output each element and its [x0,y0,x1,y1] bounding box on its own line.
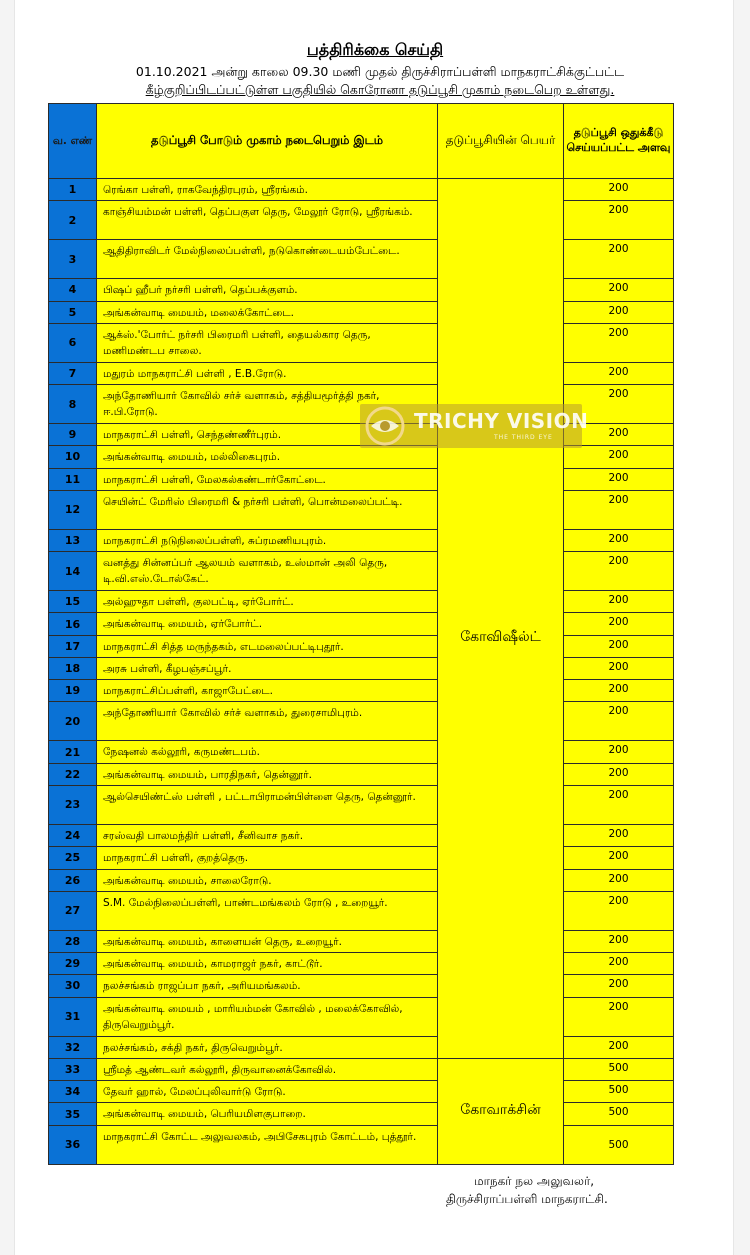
vaccine-covaxin-cell: கோவாக்சின் [438,1058,564,1164]
allocated-quantity-cell: 200 [564,930,674,952]
serial-number-cell: 11 [49,468,97,490]
serial-number-cell: 3 [49,240,97,279]
serial-number-cell: 15 [49,591,97,613]
allocated-quantity-cell: 200 [564,680,674,702]
serial-number-cell: 34 [49,1081,97,1103]
camp-location-cell: காஞ்சியம்மன் பள்ளி, தெப்பகுள தெரு, மேலூர் ரோடு, ஸ்ரீரங்கம். [97,201,438,240]
camp-location-cell: செயின்ட் மேரிஸ் பிரைமரி & நர்சரி பள்ளி, பொன்மலைப்பட்டி. [97,490,438,529]
allocated-quantity-cell: 200 [564,424,674,446]
camp-location-cell: மாநகராட்சி நடுநிலைப்பள்ளி, சுப்ரமணியபுரம். [97,529,438,551]
table-row [49,891,674,930]
watermark-tagline: THE THIRD EYE [494,434,553,441]
table-row [49,702,674,741]
table-row [49,635,674,657]
table-row [49,763,674,785]
camp-location-cell: மாநகராட்சி கோட்ட அலுவலகம், அபிசேகபுரம் கோட்டம், புத்தூர். [97,1125,438,1164]
table-row [49,1081,674,1103]
table-row [49,179,674,201]
allocated-quantity-cell: 200 [564,179,674,201]
serial-number-cell: 4 [49,279,97,301]
serial-number-cell: 19 [49,680,97,702]
camp-location-cell: மாநகராட்சி பள்ளி, குறத்தெரு. [97,847,438,869]
allocated-quantity-cell: 200 [564,529,674,551]
camp-location-cell: ஸ்ரீமத் ஆண்டவர் கல்லூரி, திருவானைக்கோவில். [97,1058,438,1080]
allocated-quantity-cell: 200 [564,975,674,997]
table-row [49,468,674,490]
allocated-quantity-cell: 200 [564,785,674,824]
table-row [49,741,674,763]
vaccine-covishield-cell: கோவிஷீல்ட் [438,179,564,1059]
serial-number-cell: 14 [49,552,97,591]
serial-number-cell: 10 [49,446,97,468]
allocated-quantity-cell: 500 [564,1103,674,1125]
signature-title: மாநகர் நல அலுவலர், [474,1174,595,1188]
camp-location-cell: அங்கன்வாடி மையம், பெரியமிளகுபாறை. [97,1103,438,1125]
table-row [49,362,674,384]
serial-number-cell: 23 [49,785,97,824]
table-row [49,490,674,529]
serial-number-cell: 24 [49,824,97,846]
allocated-quantity-cell: 500 [564,1058,674,1080]
allocated-quantity-cell: 200 [564,240,674,279]
table-row [49,657,674,679]
camp-location-cell: சரஸ்வதி பாலமந்திர் பள்ளி, சீனிவாச நகர். [97,824,438,846]
camp-location-cell: தேவர் ஹால், மேலப்புலிவார்டு ரோடு. [97,1081,438,1103]
allocated-quantity-cell: 200 [564,763,674,785]
serial-number-cell: 12 [49,490,97,529]
table-row [49,613,674,635]
allocated-quantity-cell: 200 [564,635,674,657]
serial-number-cell: 36 [49,1125,97,1164]
table-row [49,824,674,846]
serial-number-cell: 29 [49,953,97,975]
table-row [49,869,674,891]
header-camp-location: தடுப்பூசி போடும் முகாம் நடைபெறும் இடம் [97,104,438,179]
allocated-quantity-cell: 200 [564,657,674,679]
table-header-row [49,104,674,179]
allocated-quantity-cell: 200 [564,702,674,741]
camp-location-cell: மதுரம் மாநகராட்சி பள்ளி , E.B.ரோடு. [97,362,438,384]
camp-location-cell: S.M. மேல்நிலைப்பள்ளி, பாண்டமங்கலம் ரோடு , உறையூர். [97,891,438,930]
table-row [49,930,674,952]
serial-number-cell: 33 [49,1058,97,1080]
table-row [49,1103,674,1125]
serial-number-cell: 20 [49,702,97,741]
serial-number-cell: 5 [49,301,97,323]
serial-number-cell: 25 [49,847,97,869]
camp-location-cell: ஆக்ஸ்.'போர்ட் நர்சரி பிரைமரி பள்ளி, தையல்கார தெரு, மணிமண்டப சாலை. [97,323,438,362]
intro-line-1: 01.10.2021 அன்று காலை 09.30 மணி முதல் திருச்சிராப்பள்ளி மாநகராட்சிக்குட்பட்ட [135,64,625,79]
table-row [49,997,674,1036]
left-frame-border [0,0,15,1255]
table-row [49,201,674,240]
serial-number-cell: 16 [49,613,97,635]
allocated-quantity-cell: 200 [564,847,674,869]
allocated-quantity-cell: 200 [564,824,674,846]
allocated-quantity-cell: 200 [564,201,674,240]
allocated-quantity-cell: 200 [564,468,674,490]
camp-location-cell: ரெங்கா பள்ளி, ராகவேந்திரபுரம், ஸ்ரீரங்கம். [97,179,438,201]
camp-location-cell: அங்கன்வாடி மையம், காமராஜர் நகர், காட்டூர். [97,953,438,975]
camp-location-cell: ஆல்செயிண்ட்ஸ் பள்ளி , பட்டாபிராமன்பிள்ளை தெரு, தென்னூர். [97,785,438,824]
serial-number-cell: 28 [49,930,97,952]
camp-location-cell: அல்ஹுதா பள்ளி, குலபட்டி, ஏர்போர்ட். [97,591,438,613]
serial-number-cell: 32 [49,1036,97,1058]
intro-line-2: கீழ்குறிப்பிடப்பட்டுள்ள பகுதியில் கொரோனா தடுப்பூசி முகாம் நடைபெற உள்ளது. [145,82,615,97]
allocated-quantity-cell: 500 [564,1125,674,1164]
serial-number-cell: 27 [49,891,97,930]
camp-location-cell: அங்கன்வாடி மையம், பாரதிநகர், தென்னூர். [97,763,438,785]
camp-location-cell: நலச்சங்கம், சக்தி நகர், திருவெறும்பூர். [97,1036,438,1058]
serial-number-cell: 13 [49,529,97,551]
allocated-quantity-cell: 200 [564,279,674,301]
right-frame-border [733,0,750,1255]
table-row [49,446,674,468]
serial-number-cell: 2 [49,201,97,240]
camp-location-cell: மாநகராட்சி பள்ளி, மேலகல்கண்டார்கோட்டை. [97,468,438,490]
camp-location-cell: அங்கன்வாடி மையம், மல்லிகைபுரம். [97,446,438,468]
allocated-quantity-cell: 200 [564,891,674,930]
table-row [49,953,674,975]
allocated-quantity-cell: 200 [564,385,674,424]
table-row [49,975,674,997]
table-body [49,179,674,1165]
table-row [49,1058,674,1080]
allocated-quantity-cell: 200 [564,997,674,1036]
serial-number-cell: 9 [49,424,97,446]
table-row [49,529,674,551]
serial-number-cell: 31 [49,997,97,1036]
vaccination-camp-table [48,103,674,1165]
table-row [49,240,674,279]
allocated-quantity-cell: 200 [564,613,674,635]
serial-number-cell: 17 [49,635,97,657]
table-row [49,1125,674,1164]
header-vaccine-name: தடுப்பூசியின் பெயர் [438,104,564,179]
serial-number-cell: 35 [49,1103,97,1125]
allocated-quantity-cell: 200 [564,953,674,975]
allocated-quantity-cell: 200 [564,591,674,613]
allocated-quantity-cell: 500 [564,1081,674,1103]
table-row [49,552,674,591]
allocated-quantity-cell: 200 [564,362,674,384]
camp-location-cell: பிஷப் ஹீபர் நர்சரி பள்ளி, தெப்பக்குளம். [97,279,438,301]
serial-number-cell: 7 [49,362,97,384]
allocated-quantity-cell: 200 [564,869,674,891]
allocated-quantity-cell: 200 [564,323,674,362]
camp-location-cell: அங்கன்வாடி மையம், மலைக்கோட்டை. [97,301,438,323]
camp-location-cell: அங்கன்வாடி மையம் , மாரியம்மன் கோவில் , மலைக்கோவில், திருவெறும்பூர். [97,997,438,1036]
camp-location-cell: அங்கன்வாடி மையம், காளையன் தெரு, உறையூர். [97,930,438,952]
serial-number-cell: 8 [49,385,97,424]
watermark-text: TRICHY VISION [414,409,589,433]
table-row [49,301,674,323]
serial-number-cell: 26 [49,869,97,891]
camp-location-cell: மாநகராட்சி பள்ளி, செந்தண்ணீர்புரம். [97,424,438,446]
header-allocated-quantity: தடுப்பூசி ஒதுக்கீடு செய்யப்பட்ட அளவு [564,104,674,179]
table-row [49,680,674,702]
allocated-quantity-cell: 200 [564,1036,674,1058]
camp-location-cell: ஆதிதிராவிடர் மேல்நிலைப்பள்ளி, நடுகொண்டையம்பேட்டை. [97,240,438,279]
camp-location-cell: அரசு பள்ளி, கீழபஞ்சப்பூர். [97,657,438,679]
serial-number-cell: 30 [49,975,97,997]
camp-location-cell: நேஷனல் கல்லூரி, கருமண்டபம். [97,741,438,763]
eye-logo-icon [364,405,406,447]
camp-location-cell: மாநகராட்சிப்பள்ளி, காஜாபேட்டை. [97,680,438,702]
allocated-quantity-cell: 200 [564,741,674,763]
serial-number-cell: 21 [49,741,97,763]
table-row [49,847,674,869]
table-row [49,1036,674,1058]
serial-number-cell: 1 [49,179,97,201]
header-serial-number: வ. எண் [49,104,97,179]
serial-number-cell: 22 [49,763,97,785]
page-title: பத்திரிக்கை செய்தி [306,40,444,59]
allocated-quantity-cell: 200 [564,446,674,468]
camp-location-cell: அந்தோணியார் கோவில் சர்ச் வளாகம், துரைசாமிபுரம். [97,702,438,741]
camp-location-cell: நலச்சங்கம் ராஜப்பா நகர், அரியமங்கலம். [97,975,438,997]
table-row [49,323,674,362]
serial-number-cell: 6 [49,323,97,362]
allocated-quantity-cell: 200 [564,490,674,529]
serial-number-cell: 18 [49,657,97,679]
table-row [49,591,674,613]
camp-location-cell: அங்கன்வாடி மையம், ஏர்போர்ட். [97,613,438,635]
camp-location-cell: வனத்து சின்னப்பர் ஆலயம் வளாகம், உஸ்மான் அலி தெரு, டி.வி.எஸ்.டோல்கேட். [97,552,438,591]
allocated-quantity-cell: 200 [564,552,674,591]
signature-organization: திருச்சிராப்பள்ளி மாநகராட்சி. [446,1192,608,1206]
camp-location-cell: அந்தோணியார் கோவில் சர்ச் வளாகம், சத்தியமூர்த்தி நகர், ஈ.பி.ரோடு. [97,385,438,424]
allocated-quantity-cell: 200 [564,301,674,323]
table-row [49,785,674,824]
camp-location-cell: அங்கன்வாடி மையம், சாலைரோடு. [97,869,438,891]
camp-location-cell: மாநகராட்சி சித்த மருந்தகம், எடமலைப்பட்டிபுதூர். [97,635,438,657]
table-row [49,279,674,301]
